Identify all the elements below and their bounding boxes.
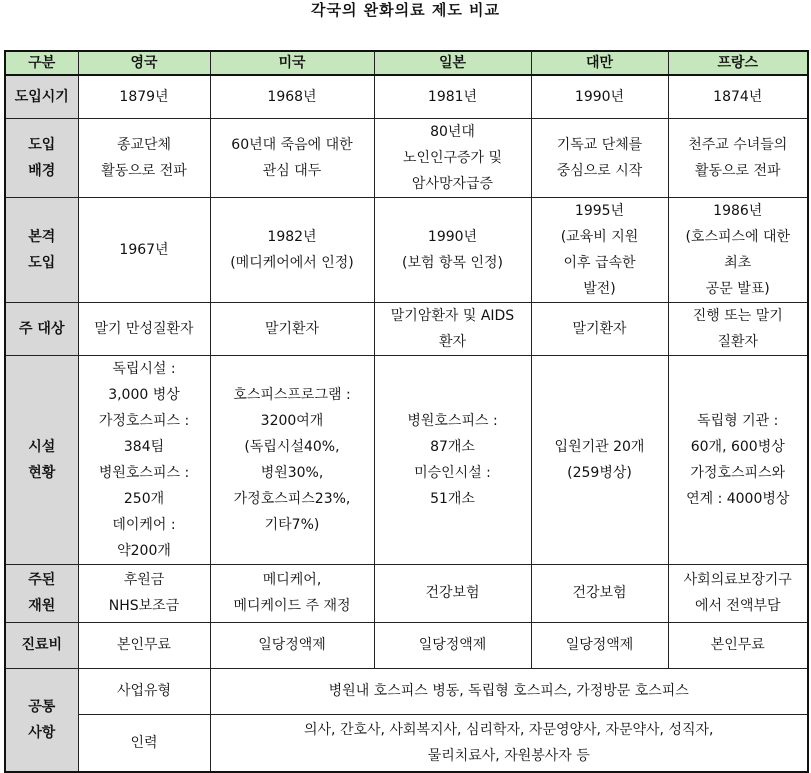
common-label-business-type: 사업유형 [78, 668, 210, 714]
table-cell: 독립시설 : 3,000 병상 가정호스피스 : 384팀 병원호스피스 : 250개 데이케어 : 약200개 [78, 355, 210, 564]
table-cell: 호스피스프로그램 : 3200여개 (독립시설40%, 병원30%, 가정호스피스23%, 기타7%) [210, 355, 374, 564]
table-cell: 입원기관 20개 (259병상) [531, 355, 668, 564]
table-cell: 1879년 [78, 75, 210, 118]
table-cell: 종교단체 활동으로 전파 [78, 118, 210, 197]
table-cell: 일당정액제 [210, 622, 374, 668]
col-header-japan: 일본 [374, 51, 531, 75]
table-row [5, 75, 808, 118]
col-header-category: 구분 [5, 51, 78, 75]
col-header-france: 프랑스 [668, 51, 808, 75]
table-cell: 본인무료 [78, 622, 210, 668]
row-header-fees: 진료비 [5, 622, 78, 668]
table-row [5, 564, 808, 622]
page-title: 각국의 완화의료 제도 비교 [310, 1, 501, 19]
table-cell: 본인무료 [668, 622, 808, 668]
table-row [5, 302, 808, 355]
table-cell: 1967년 [78, 197, 210, 302]
comparison-table [4, 50, 809, 773]
table-cell: 1981년 [374, 75, 531, 118]
table-cell: 1995년 (교육비 지원 이후 급속한 발전) [531, 197, 668, 302]
row-header-full-adoption: 본격 도입 [5, 197, 78, 302]
common-label-staff: 인력 [78, 714, 210, 772]
table-cell: 메디케어, 메디케이드 주 재정 [210, 564, 374, 622]
table-cell: 병원호스피스 : 87개소 미승인시설 : 51개소 [374, 355, 531, 564]
table-cell: 건강보험 [374, 564, 531, 622]
table-cell: 80년대 노인인구증가 및 암사망자급증 [374, 118, 531, 197]
table-row [5, 714, 808, 772]
table-cell: 일당정액제 [374, 622, 531, 668]
table-cell: 1986년 (호스피스에 대한 최초 공문 발표) [668, 197, 808, 302]
table-cell: 60년대 죽음에 대한 관심 대두 [210, 118, 374, 197]
row-header-funding: 주된 재원 [5, 564, 78, 622]
table-cell: 사회의료보장기구 에서 전액부담 [668, 564, 808, 622]
row-header-intro-year: 도입시기 [5, 75, 78, 118]
row-header-common: 공통 사항 [5, 668, 78, 772]
row-header-background: 도입 배경 [5, 118, 78, 197]
table-cell: 1874년 [668, 75, 808, 118]
table-cell: 기독교 단체를 중심으로 시작 [531, 118, 668, 197]
table-cell: 건강보험 [531, 564, 668, 622]
table-cell: 일당정액제 [531, 622, 668, 668]
table-cell: 말기 만성질환자 [78, 302, 210, 355]
table-row [5, 355, 808, 564]
header-row [5, 51, 808, 75]
row-header-target: 주 대상 [5, 302, 78, 355]
table-cell: 말기환자 [531, 302, 668, 355]
table-cell: 천주교 수녀들의 활동으로 전파 [668, 118, 808, 197]
table-row [5, 622, 808, 668]
table-cell: 1990년 (보험 항목 인정) [374, 197, 531, 302]
table-row [5, 668, 808, 714]
table-cell: 후원금 NHS보조금 [78, 564, 210, 622]
table-cell: 말기환자 [210, 302, 374, 355]
table-row [5, 118, 808, 197]
table-row [5, 197, 808, 302]
table-cell: 진행 또는 말기 질환자 [668, 302, 808, 355]
table-cell: 1968년 [210, 75, 374, 118]
table-cell: 1990년 [531, 75, 668, 118]
row-header-facilities: 시설 현황 [5, 355, 78, 564]
table-cell: 말기암환자 및 AIDS 환자 [374, 302, 531, 355]
table-cell: 독립형 기관 : 60개, 600병상 가정호스피스와 연계 : 4000병상 [668, 355, 808, 564]
common-value-staff: 의사, 간호사, 사회복지사, 심리학자, 자문영양사, 자문약사, 성직자, 물리치료사, 자원봉사자 등 [210, 714, 808, 772]
table-cell: 1982년 (메디케어에서 인정) [210, 197, 374, 302]
col-header-us: 미국 [210, 51, 374, 75]
col-header-uk: 영국 [78, 51, 210, 75]
common-value-business-type: 병원내 호스피스 병동, 독립형 호스피스, 가정방문 호스피스 [210, 668, 808, 714]
col-header-taiwan: 대만 [531, 51, 668, 75]
